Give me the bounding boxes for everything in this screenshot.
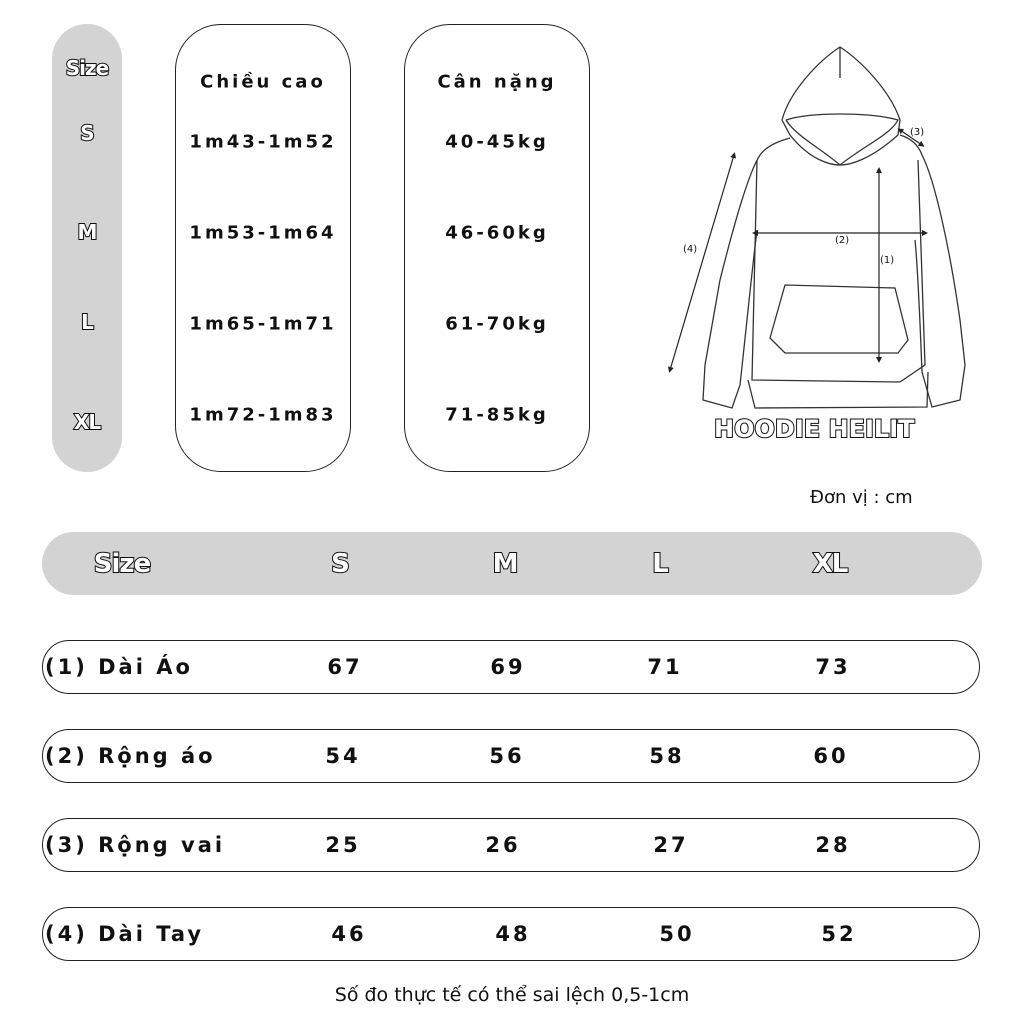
value-xl: 52 <box>821 922 857 946</box>
value-xl: 28 <box>815 833 851 857</box>
size-l: L <box>81 310 93 334</box>
value-m: 56 <box>489 744 525 768</box>
measure-row-shoulder <box>42 818 980 872</box>
value-l: 27 <box>653 833 689 857</box>
footer-note: Số đo thực tế có thể sai lệch 0,5-1cm <box>334 984 690 1006</box>
hoodie-diagram <box>660 20 1000 420</box>
measure-size-s: S <box>331 548 349 579</box>
height-s: 1m43-1m52 <box>189 131 337 153</box>
measure-header <box>42 532 982 595</box>
unit-label: Đơn vị : cm <box>810 487 913 508</box>
measure-row-sleeve <box>42 907 980 961</box>
weight-l: 61-70kg <box>445 313 549 335</box>
size-column <box>52 24 122 472</box>
product-name: HOODIE HEILIT <box>714 415 915 443</box>
height-l: 1m65-1m71 <box>189 313 337 335</box>
label-3: (3) <box>910 127 925 138</box>
height-column <box>175 24 351 472</box>
value-s: 54 <box>325 744 361 768</box>
value-xl: 60 <box>813 744 849 768</box>
size-xl: XL <box>73 410 101 434</box>
value-s: 25 <box>325 833 361 857</box>
value-l: 50 <box>659 922 695 946</box>
measure-size-m: M <box>492 548 518 579</box>
label-2: (2) <box>835 235 850 246</box>
value-l: 58 <box>649 744 685 768</box>
value-s: 46 <box>331 922 367 946</box>
measure-size-xl: XL <box>812 548 848 579</box>
value-l: 71 <box>647 655 683 679</box>
row-name: (2) Rộng áo <box>45 744 216 768</box>
label-1: (1) <box>880 255 895 266</box>
weight-column <box>404 24 590 472</box>
row-name: (4) Dài Tay <box>45 922 205 946</box>
row-name: (1) Dài Áo <box>45 655 193 679</box>
height-header: Chiều cao <box>200 71 326 93</box>
value-m: 48 <box>495 922 531 946</box>
size-m: M <box>77 220 97 244</box>
weight-xl: 71-85kg <box>445 404 549 426</box>
value-m: 69 <box>490 655 526 679</box>
weight-s: 40-45kg <box>445 131 549 153</box>
value-m: 26 <box>485 833 521 857</box>
measure-size-l: L <box>652 548 668 579</box>
measure-row-width <box>42 729 980 783</box>
value-xl: 73 <box>815 655 851 679</box>
height-xl: 1m72-1m83 <box>189 404 337 426</box>
height-m: 1m53-1m64 <box>189 222 337 244</box>
weight-header: Cân nặng <box>437 71 557 93</box>
weight-m: 46-60kg <box>445 222 549 244</box>
value-s: 67 <box>327 655 363 679</box>
row-name: (3) Rộng vai <box>45 833 226 857</box>
size-header: Size <box>65 56 109 80</box>
measure-row-length <box>42 640 980 694</box>
measure-size-header: Size <box>93 548 151 579</box>
size-s: S <box>80 121 94 145</box>
label-4: (4) <box>683 244 698 255</box>
